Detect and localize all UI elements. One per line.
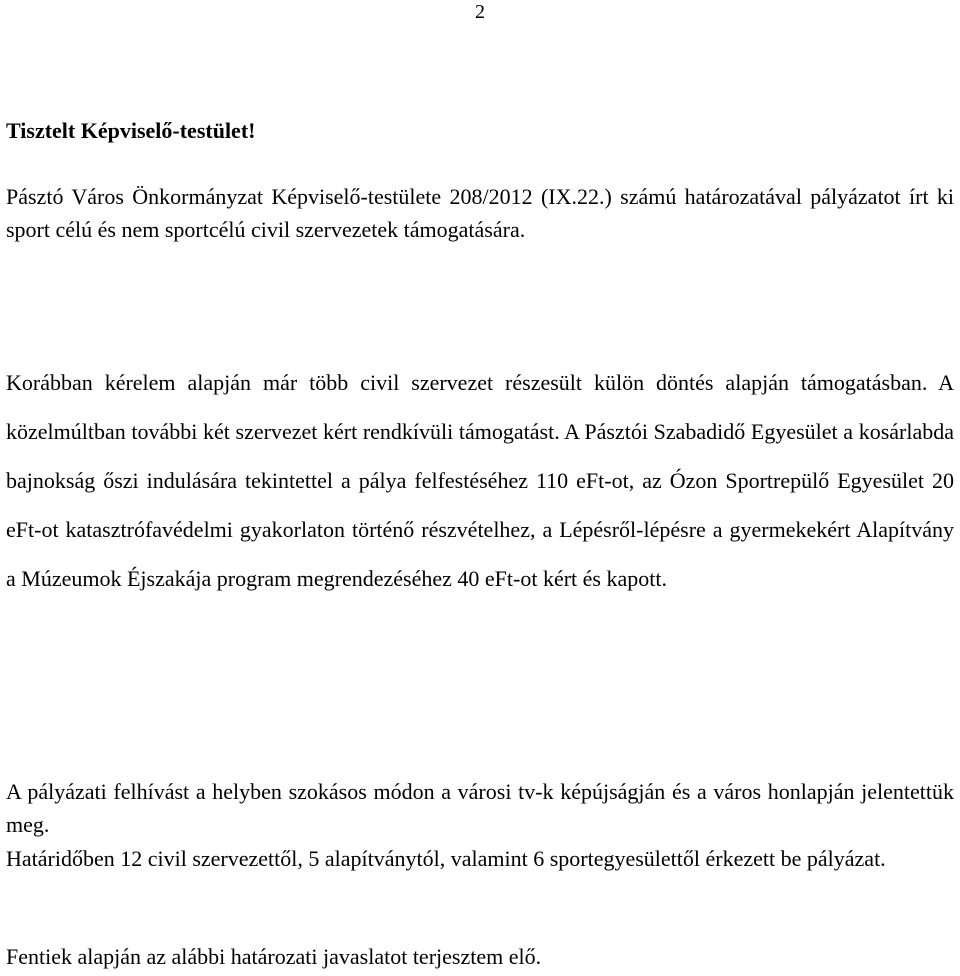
paragraph-proposal: Fentiek alapján az alábbi határozati javaslatot terjesztem elő. (6, 944, 542, 969)
paragraph-previous-support: Korábban kérelem alapján már több civil szervezet részesült külön döntés alapján támogatásban. A közelmúltban további két szervezet kért rendkívüli támogatást. A Pásztói Szabadidő Egyesület a kosárlabda bajnokság őszi indulására tekintettel a pálya felfestéséhez 110 eFt-ot, az Ózon Sportrepülő Egyesület 20 eFt-ot katasztrófavédelmi gyakorlaton történő részvételhez, a Lépésről-lépésre a gyermekekért Alapítvány a Múzeumok Éjszakája program megrendezéséhez 40 eFt-ot kért és kapott. (6, 370, 954, 591)
paragraph-tender-announcement: Pásztó Város Önkormányzat Képviselő-testülete 208/2012 (IX.22.) számú határozatával pályázatot írt ki sport célú és nem sportcélú civil szervezetek támogatására. (6, 184, 954, 242)
page-number: 2 (475, 1, 485, 23)
salutation-heading: Tisztelt Képviselő-testület! (6, 118, 256, 143)
paragraph-publication: A pályázati felhívást a helyben szokásos módon a városi tv-k képújságján és a város honlapján jelentettük meg. (6, 779, 954, 837)
paragraph-applications-received: Határidőben 12 civil szervezettől, 5 alapítványtól, valamint 6 sportegyesülettől érkezett be pályázat. (6, 846, 886, 871)
